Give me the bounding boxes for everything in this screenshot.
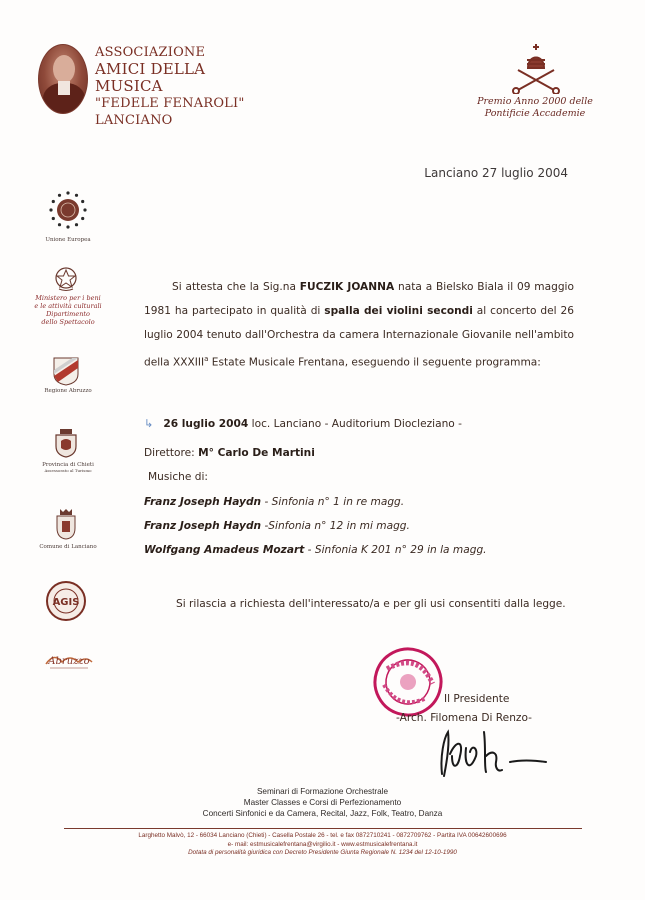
fenaroli-portrait-logo <box>38 44 88 114</box>
footer-line: Concerti Sinfonici e da Camera, Recital, Jazz, Folk, Teatro, Danza <box>202 809 443 818</box>
association-line: "FEDELE FENAROLI" <box>95 96 245 111</box>
eu-stars-icon <box>48 190 88 230</box>
official-stamp <box>372 646 444 718</box>
work-item <box>144 490 574 514</box>
papal-award-line: Pontificie Accademie <box>484 108 586 119</box>
ministry-line: Ministero per i beni <box>35 294 101 302</box>
italian-emblem-icon <box>54 266 78 292</box>
conductor-label: Direttore: <box>144 447 199 459</box>
footer-address: Larghetto Malvò, 12 - 66034 Lanciano (Chieti) - Casella Postale 26 - tel. e fax 0872710241 - 0872709762 - Partita IVA 00642600696 <box>138 832 507 839</box>
signatory-name: -Arch. Filomena Di Renzo- <box>396 712 532 724</box>
arrow-bullet-icon: ↳ <box>144 417 154 430</box>
closing-paragraph <box>144 592 574 616</box>
footer-contacts: e- mail: estmusicalefrentana@virgilio.it - www.estmusicalefrentana.it <box>227 840 418 848</box>
association-line: AMICI DELLA MUSICA <box>95 60 206 95</box>
abruzzo-tourism-text: Abruzzo <box>48 656 90 667</box>
ministry-label <box>18 294 118 326</box>
conductor-name: M° Carlo De Martini <box>198 447 315 459</box>
ministry-line: e le attività culturali <box>34 302 102 310</box>
concert-place: loc. Lanciano - Auditorium Diocleziano - <box>248 418 462 430</box>
region-label: Regione Abruzzo <box>44 388 92 394</box>
letter-date: Lanciano 27 luglio 2004 <box>424 166 568 180</box>
concert-date: 26 luglio 2004 <box>163 418 249 430</box>
concert-line <box>144 412 574 436</box>
footer-line: Master Classes e Corsi di Perfezionamento <box>243 798 402 807</box>
work-item <box>144 538 574 562</box>
papal-award-line: Premio Anno 2000 delle <box>477 96 593 107</box>
certificate-paragraph <box>144 275 574 375</box>
association-line: LANCIANO <box>95 113 173 128</box>
comune-lanciano-crest-icon <box>55 508 77 540</box>
text-run: Si attesta che la Sig.na <box>172 281 300 293</box>
abruzzo-tourism-logo <box>42 648 96 672</box>
association-name <box>95 44 255 129</box>
agis-text: AGIS <box>52 597 80 608</box>
footer-line: Seminari di Formazione Orchestrale <box>256 787 389 796</box>
agis-seal-icon <box>45 580 87 622</box>
participant-name: FUCZIK JOANNA <box>299 281 395 293</box>
text-run: al concerto del 26 luglio 2004 tenuto dall'Orchestra da camera Internazionale Giovanile nell'ambito della XXXIII <box>144 305 574 369</box>
work-composer: Wolfgang Amadeus Mozart <box>144 544 305 556</box>
papal-award-text <box>470 96 600 120</box>
eu-label: Unione Europea <box>45 237 91 243</box>
regione-abruzzo-shield-icon <box>52 356 80 386</box>
work-piece: - Sinfonia K 201 n° 29 in la magg. <box>304 544 487 556</box>
participant-role: spalla dei violini secondi <box>324 305 473 317</box>
text-run: Estate Musicale Frentana, eseguendo il seguente programma: <box>208 356 541 369</box>
footer-activities <box>100 786 545 819</box>
work-piece: -Sinfonia n° 12 in mi magg. <box>261 520 410 532</box>
association-line: ASSOCIAZIONE <box>95 45 206 60</box>
province-line: Provincia di Chieti <box>42 462 94 468</box>
footer-divider <box>64 828 582 829</box>
text-run: nata a Bielsko Biala il 09 maggio 1981 ha partecipato in qualità di <box>144 281 574 317</box>
work-composer: Franz Joseph Haydn <box>144 520 262 532</box>
ministry-line: dello Spettacolo <box>41 318 95 326</box>
footer-decree: Dotata di personalità giuridica con Decreto Presidente Giunta Regionale N. 1234 del 12-10-1990 <box>188 849 457 856</box>
work-item <box>144 514 574 538</box>
ministry-line: Dipartimento <box>46 310 90 318</box>
conductor-line <box>144 441 574 465</box>
province-label <box>18 462 118 474</box>
province-line: Assessorato al Turismo <box>44 468 92 473</box>
footer-contact <box>40 832 605 858</box>
text-run: Si rilascia a richiesta dell'interessato/a e per gli usi consentiti dalla legge. <box>176 598 566 610</box>
ordinal-suffix: a <box>204 355 209 363</box>
music-label: Musiche di: <box>148 471 208 483</box>
municipality-label: Comune di Lanciano <box>39 544 97 550</box>
work-piece: - Sinfonia n° 1 in re magg. <box>261 496 405 508</box>
papal-tiara-keys-icon <box>506 42 566 94</box>
handwritten-signature <box>430 726 570 780</box>
signatory-title: Il Presidente <box>444 693 510 705</box>
provincia-chieti-crest-icon <box>53 428 79 458</box>
work-composer: Franz Joseph Haydn <box>144 496 262 508</box>
